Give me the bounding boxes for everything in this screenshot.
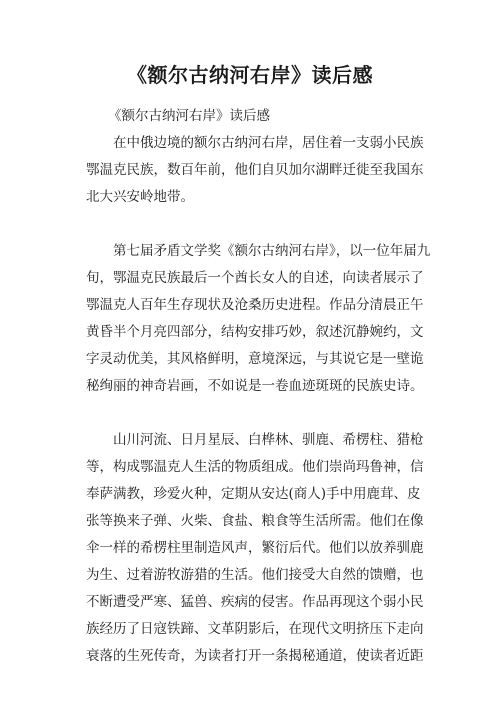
paragraph-3-line-5: 伞一样的希楞柱里制造风声，繁衍后代。他们以放养驯鹿 (86, 540, 424, 556)
paragraph-1-line-1: 在中俄边境的额尔古纳河右岸，居住着一支弱小民族 (113, 135, 424, 151)
paragraph-gap (86, 400, 434, 427)
paragraph-3-line-1: 山川河流、日月星辰、白桦林、驯鹿、希楞柱、猎枪 (113, 432, 424, 448)
paragraph-gap (86, 211, 434, 238)
paragraph-2-line-2: 旬，鄂温克民族最后一个酋长女人的自述，向读者展示了 (86, 270, 424, 286)
paragraph-2-line-5: 字灵动优美，其风格鲜明，意境深远，与其说它是一壁诡 (86, 351, 424, 367)
document-body (86, 103, 434, 670)
document-title: 《额尔古纳河右岸》读后感 (127, 63, 373, 87)
paragraph-3-line-7: 不断遭受严寒、猛兽、疾病的侵害。作品再现这个弱小民 (86, 594, 424, 610)
paragraph-1-line-2: 鄂温克民族，数百年前，他们自贝加尔湖畔迁徙至我国东 (86, 162, 424, 178)
paragraph-2-line-1: 第七届矛盾文学奖《额尔古纳河右岸》，以一位年届九 (113, 243, 431, 259)
paragraph-1-line-3: 北大兴安岭地带。 (86, 189, 194, 205)
paragraph-3-line-3: 奉萨满教，珍爱火种，定期从安达(商人)手中用鹿茸、皮 (86, 486, 421, 502)
paragraph-3-line-8: 族经历了日寇铁蹄、文革阴影后，在现代文明挤压下走向 (86, 621, 424, 637)
paragraph-3-line-2: 等，构成鄂温克人生活的物质组成。他们崇尚玛鲁神，信 (86, 459, 424, 475)
paragraph-2-line-6: 秘绚丽的神奇岩画，不如说是一卷血迹斑斑的民族史诗。 (86, 378, 424, 394)
paragraph-3-line-9: 衰落的生死传奇，为读者打开一条揭秘通道，使读者近距 (86, 648, 424, 664)
paragraph-2-line-3: 鄂温克人百年生存现状及沧桑历史进程。作品分清晨正午 (86, 297, 424, 313)
paragraph-3-line-4: 张等换来子弹、火柴、食盐、粮食等生活所需。他们在像 (86, 513, 424, 529)
paragraph-2-line-4: 黄昏半个月亮四部分，结构安排巧妙，叙述沉静婉约，文 (86, 324, 424, 340)
paragraph-3-line-6: 为生、过着游牧游猎的生活。他们接受大自然的馈赠，也 (86, 567, 424, 583)
document-subtitle: 《额尔古纳河右岸》读后感 (108, 108, 270, 124)
